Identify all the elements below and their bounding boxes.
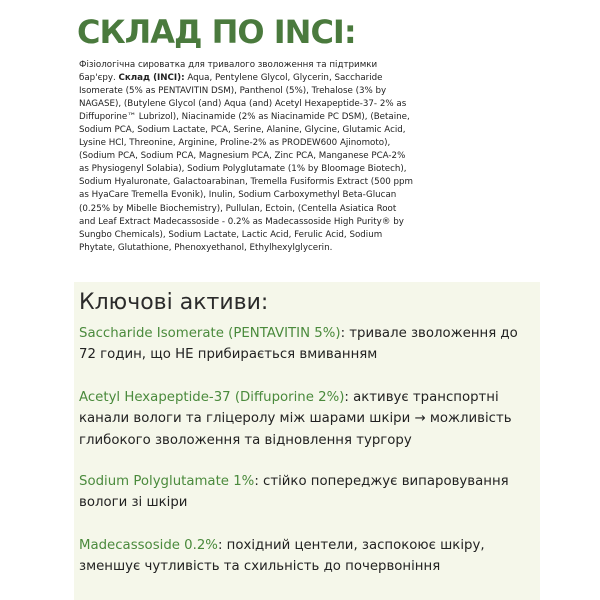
active-description: : похідний центели, заспокоює шкіру, зменшує чутливість та схильність до почервоніння [79, 538, 485, 575]
active-item [79, 471, 537, 514]
active-item [79, 535, 537, 578]
active-name: Madecassoside 0.2% [79, 538, 218, 553]
active-description: : стійко попереджує випаровування вологи зі шкіри [79, 474, 509, 511]
key-actives-title: Ключові активи: [79, 290, 269, 315]
page-title: СКЛАД ПО INCI: [77, 13, 356, 51]
active-name: Saccharide Isomerate (PENTAVITIN 5%) [79, 326, 341, 341]
active-item [79, 323, 537, 366]
inci-intro: Фізіологічна сироватка для тривалого зволоження та підтримки бар'єру. [79, 60, 378, 84]
active-description: : активує транспортні канали вологи та гліцеролу між шарами шкіри → можливість глибокого зволоження та відновлення тургору [79, 390, 512, 448]
active-item [79, 387, 537, 451]
inci-composition [79, 59, 415, 255]
active-name: Acetyl Hexapeptide-37 (Diffuporine 2%) [79, 390, 345, 405]
active-name: Sodium Polyglutamate 1% [79, 474, 255, 489]
inci-text: Aqua, Pentylene Glycol, Glycerin, Saccharide Isomerate (5% as PENTAVITIN DSM), Panthenol (5%), Trehalose (3% by NAGASE), (Butylene Glycol (and) Aqua (and) Acetyl Hexapeptide-37- 2% as Diffuporine™ Lubrizol), Niacinamide (2% as Niacinamide PC DSM), (Betaine, Sodium PCA, Sodium Lactate, PCA, Serine, Alanine, Glycine, Glutamic Acid, Lysine HCl, Threonine, Arginine, Proline-2% as PRODEW600 Ajinomoto), (Sodium PCA, Sodium PCA, Magnesium PCA, Zinc PCA, Manganese PCA-2% as Physiogenyl Solabia), Sodium Polyglutamate (1% by Bloomage Biotech), Sodium Hyaluronate, Galactoarabinan, Tremella Fusiformis Extract (500 ppm as HyaCare Tremella Evonik), Inulin, Sodium Carboxymethyl Beta-Glucan (0.25% by Mibelle Biochemistry), Pullulan, Ectoin, (Centella Asiatica Root and Leaf Extract Madecassoside - 0.2% as Madecassoside High Purity® by Sungbo Chemicals), Sodium Lactate, Lactic Acid, Ferulic Acid, Sodium Phytate, Glutathione, Phenoxyethanol, Ethylhexylglycerin. [79, 73, 413, 253]
inci-label: Склад (INCI): [118, 73, 185, 84]
active-description: : тривале зволоження до 72 годин, що НЕ прибирається вмиванням [79, 326, 518, 363]
